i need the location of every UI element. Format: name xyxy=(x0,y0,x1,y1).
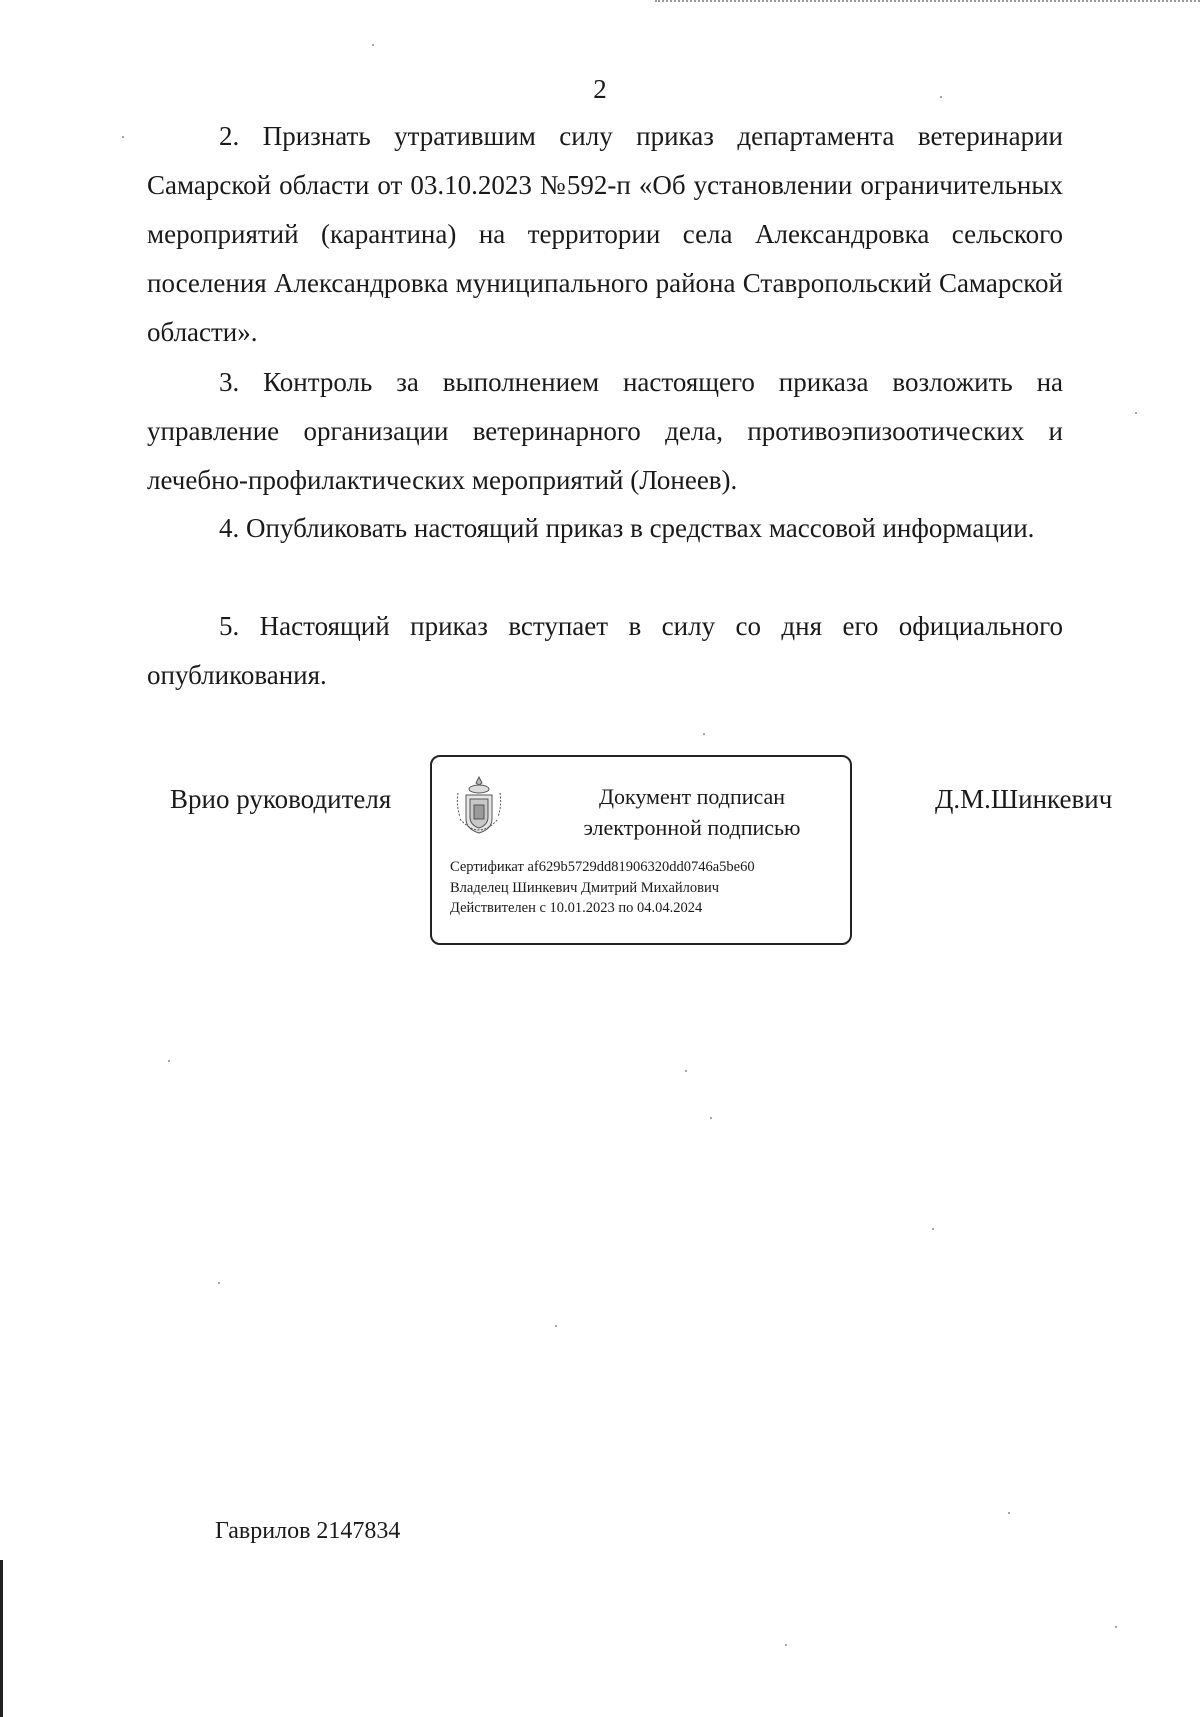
scan-speck xyxy=(122,136,124,138)
signature-heading xyxy=(552,781,832,843)
electronic-signature-stamp xyxy=(430,755,852,945)
scan-speck xyxy=(685,1070,687,1072)
paragraph-4: 4. Опубликовать настоящий приказ в средствах массовой информации. xyxy=(219,513,1035,543)
paragraph-2: 2. Признать утратившим силу приказ департамента ветеринарии Самарской области от 03.10.2023 №592-п «Об установлении ограничительных мероприятий (карантина) на территории села Александровка сельского поселения Александровка муниципального района Ставропольский Самарской области». xyxy=(147,121,1063,347)
scan-speck xyxy=(710,1117,712,1119)
scan-speck xyxy=(555,1325,557,1327)
scan-speck xyxy=(940,96,942,98)
scan-speck xyxy=(932,1228,934,1230)
coat-of-arms-icon xyxy=(454,775,504,839)
signature-details xyxy=(450,857,755,919)
scan-edge-left xyxy=(0,1560,3,1717)
scan-speck xyxy=(785,1644,787,1646)
signature-heading-line-2: электронной подписью xyxy=(583,815,801,840)
validity-line: Действителен с 10.01.2023 по 04.04.2024 xyxy=(450,900,703,916)
executor-line: Гаврилов 2147834 xyxy=(215,1518,401,1544)
certificate-line: Сертификат af629b5729dd81906320dd0746a5be60 xyxy=(450,859,755,875)
scan-speck xyxy=(168,1060,170,1062)
scan-speck xyxy=(1008,1512,1010,1514)
scan-edge-top xyxy=(655,0,1200,5)
page-number: 2 xyxy=(593,74,607,104)
scan-speck xyxy=(218,1282,220,1284)
signature-heading-line-1: Документ подписан xyxy=(598,784,786,809)
paragraph-3: 3. Контроль за выполнением настоящего приказа возложить на управление организации ветеринарного дела, противоэпизоотических и лечебно-профилактических мероприятий (Лонеев). xyxy=(147,367,1063,495)
scan-speck xyxy=(372,44,374,46)
scan-speck xyxy=(703,733,705,735)
signer-name: Д.М.Шинкевич xyxy=(935,784,1113,814)
signer-position: Врио руководителя xyxy=(170,784,392,814)
scan-speck xyxy=(1135,412,1137,414)
owner-line: Владелец Шинкевич Дмитрий Михайлович xyxy=(450,879,720,896)
paragraph-5: 5. Настоящий приказ вступает в силу со дня его официального опубликования. xyxy=(147,611,1063,690)
scan-speck xyxy=(1115,1626,1117,1628)
